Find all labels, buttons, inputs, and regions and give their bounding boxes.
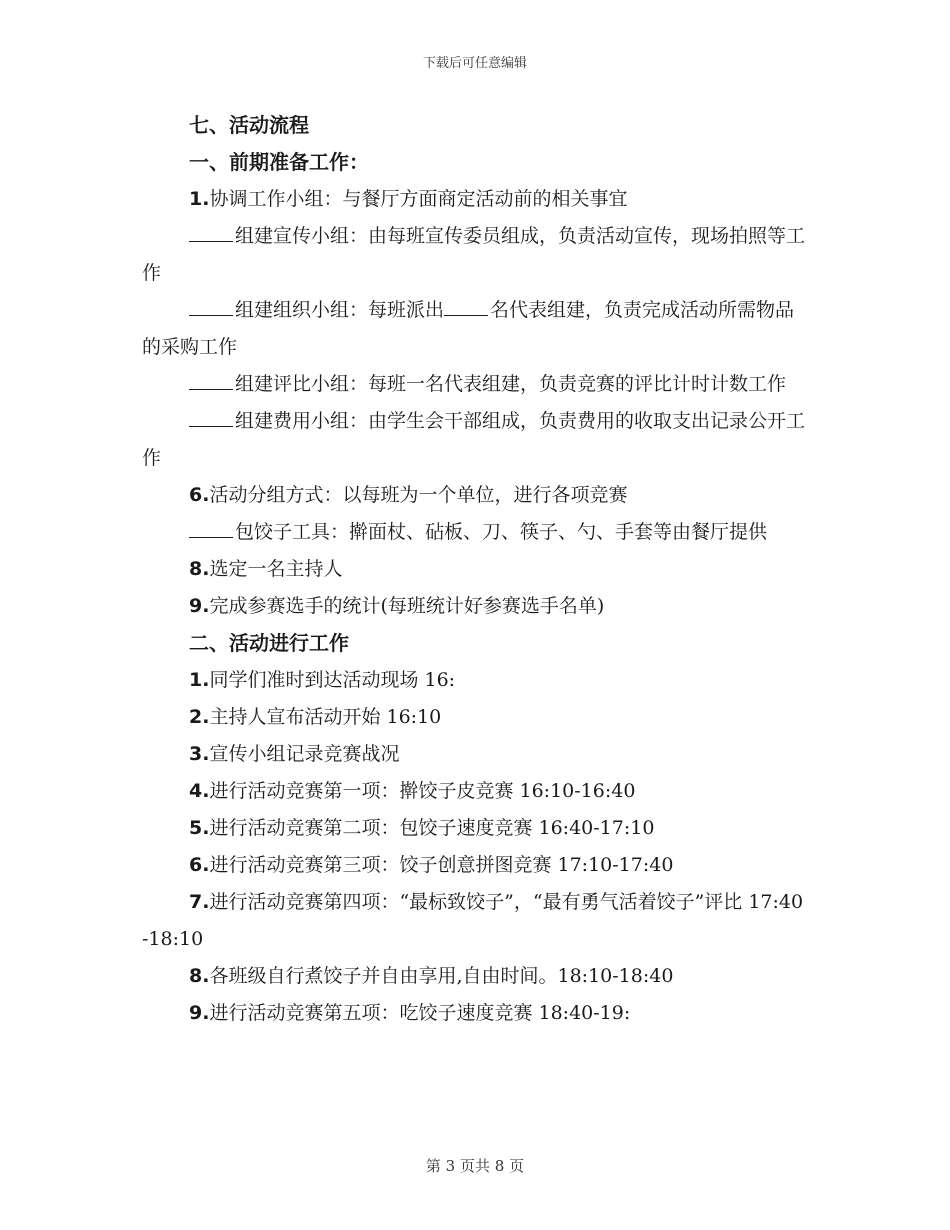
item-number: 1. (189, 188, 210, 210)
blank-line (189, 223, 233, 242)
item-text: 选定一名主持人 (209, 558, 343, 580)
list-item (142, 477, 806, 514)
list-item (142, 403, 806, 477)
item-number: 1. (189, 669, 210, 691)
item-number: 5. (189, 817, 210, 839)
run-heading: 二、活动进行工作 (189, 631, 349, 655)
list-item (142, 662, 806, 699)
list-item (142, 884, 806, 958)
blank-line (189, 371, 233, 390)
list-item (142, 847, 806, 884)
list-item (142, 551, 806, 588)
list-item (142, 292, 806, 366)
item-text: 组建费用小组：由学生会干部组成，负责费用的收取支出记录公开工作 (142, 410, 806, 469)
item-text: 进行活动竞赛第二项：包饺子速度竞赛 16:40-17:10 (209, 817, 655, 839)
item-text: 包饺子工具：擀面杖、砧板、刀、筷子、勺、手套等由餐厅提供 (235, 521, 768, 543)
item-text: 进行活动竞赛第四项：“最标致饺子”，“最有勇气活着饺子”评比 17:40-18:10 (142, 891, 804, 950)
item-text: 各班级自行煮饺子并自由享用,自由时间。18:10-18:40 (209, 965, 674, 987)
item-number: 8. (189, 965, 210, 987)
list-item (142, 699, 806, 736)
item-number: 9. (189, 1002, 210, 1024)
list-item (142, 810, 806, 847)
list-item (142, 514, 806, 551)
item-text: 完成参赛选手的统计(每班统计好参赛选手名单) (209, 595, 605, 617)
blank-line (189, 519, 233, 538)
prep-heading: 一、前期准备工作： (189, 150, 369, 174)
item-text: 名代表组建，负责完成活动所需物品的采购工作 (142, 299, 795, 358)
list-item (142, 995, 806, 1032)
item-text: 组建宣传小组：由每班宣传委员组成，负责活动宣传，现场拍照等工作 (142, 225, 806, 284)
blank-line (444, 297, 488, 316)
item-text: 同学们准时到达活动现场 16: (209, 669, 456, 691)
item-text: 进行活动竞赛第一项：擀饺子皮竞赛 16:10-16:40 (209, 780, 636, 802)
blank-line (189, 408, 233, 427)
blank-line (189, 297, 233, 316)
item-number: 6. (189, 484, 210, 506)
list-item (142, 588, 806, 625)
item-number: 9. (189, 595, 210, 617)
list-item (142, 736, 806, 773)
page-header: 下载后可任意编辑 (422, 56, 527, 71)
list-item (142, 366, 806, 403)
document-body (142, 107, 806, 1032)
item-text: 进行活动竞赛第三项：饺子创意拼图竞赛 17:10-17:40 (209, 854, 674, 876)
item-number: 8. (189, 558, 210, 580)
list-item (142, 958, 806, 995)
item-text: 进行活动竞赛第五项：吃饺子速度竞赛 18:40-19: (209, 1002, 631, 1024)
item-text: 主持人宣布活动开始 16:10 (209, 706, 442, 728)
item-number: 7. (189, 891, 210, 913)
item-text: 协调工作小组：与餐厅方面商定活动前的相关事宜 (209, 188, 628, 210)
item-text: 宣传小组记录竞赛战况 (209, 743, 400, 765)
item-number: 3. (189, 743, 210, 765)
page-footer: 第 3 页共 8 页 (425, 1157, 525, 1175)
section-title: 七、活动流程 (189, 113, 309, 137)
item-text: 组建评比小组：每班一名代表组建，负责竞赛的评比计时计数工作 (235, 373, 787, 395)
item-text: 组建组织小组：每班派出 (235, 299, 445, 321)
list-item (142, 218, 806, 292)
item-number: 4. (189, 780, 210, 802)
item-number: 2. (189, 706, 210, 728)
item-number: 6. (189, 854, 210, 876)
item-text: 活动分组方式：以每班为一个单位，进行各项竞赛 (209, 484, 628, 506)
list-item (142, 181, 806, 218)
list-item (142, 773, 806, 810)
